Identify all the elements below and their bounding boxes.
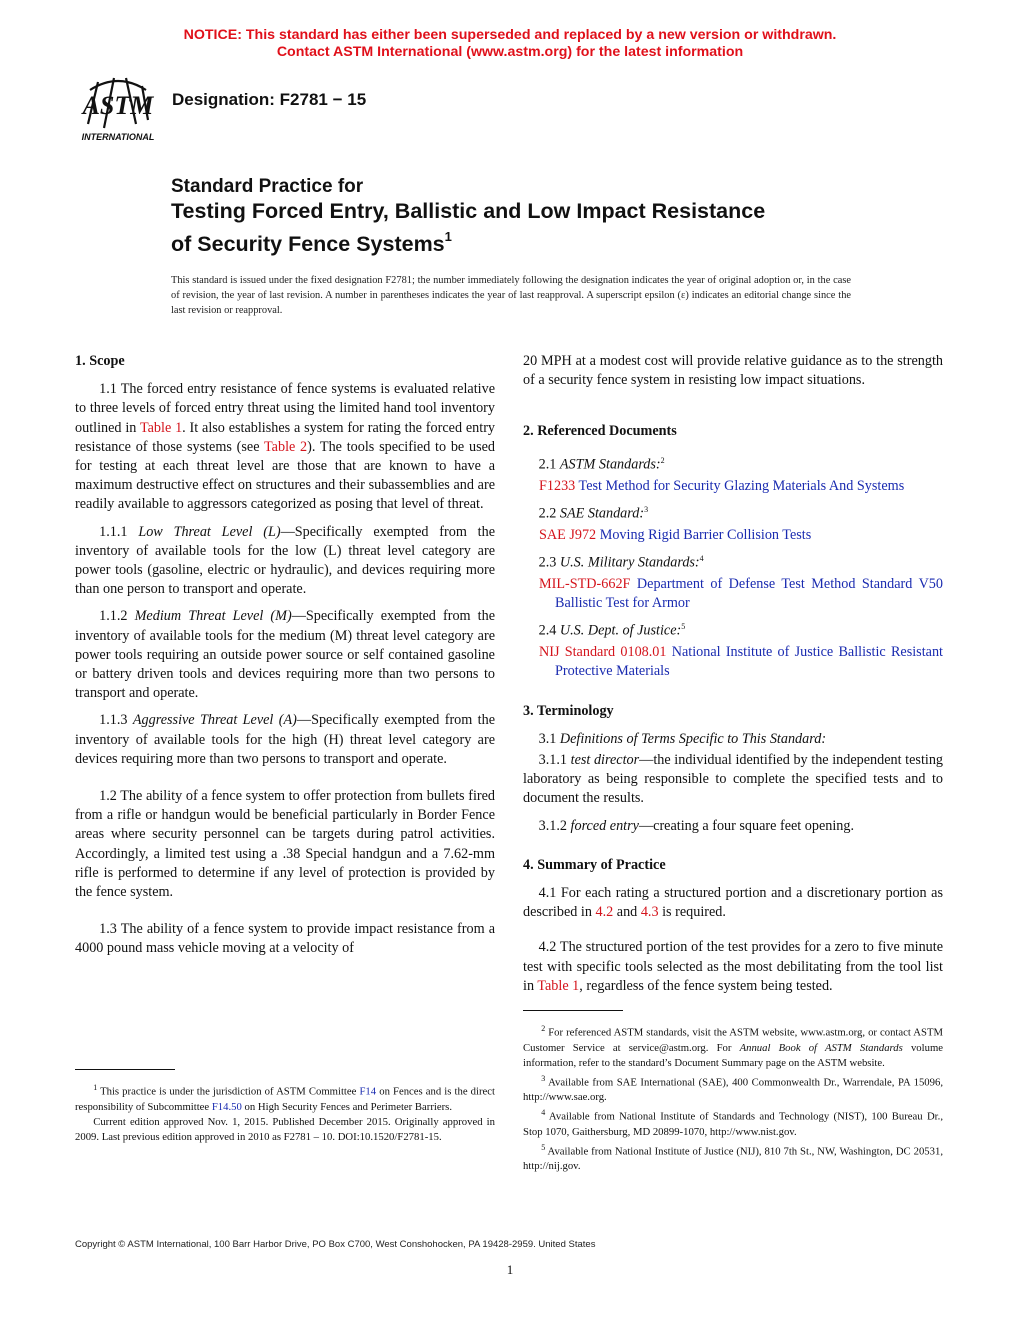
reference-sae-j972	[523, 526, 943, 545]
section-3-1: 3.1 Definitions of Terms Specific to This Standard:	[538, 730, 827, 747]
terminology-heading: 3. Terminology	[523, 702, 614, 719]
table-1-link[interactable]: Table 1	[139, 419, 183, 436]
summary-heading: 4. Summary of Practice	[523, 856, 666, 873]
committee-f14-link[interactable]: F14	[359, 1085, 377, 1098]
notice-line-2: Contact ASTM International (www.astm.org) for the latest information	[276, 44, 744, 60]
section-1-1-3: 1.1.3 Aggressive Threat Level (A)—Specifically exempted from the inventory of available tools for the high (H) threat level category are devices requiring more than two persons to transport and operate.	[75, 712, 495, 767]
section-3-1-1: 3.1.1 test director—the individual identified by the independent testing laboratory as being responsible to complete the specified tests and to document the results.	[523, 751, 944, 807]
referenced-documents-heading: 2. Referenced Documents	[523, 423, 677, 440]
reference-mil-std-662f	[523, 575, 943, 613]
footnote-4: $^4$ Available from National Institute of Standards and Technology (NIST), 100 Bureau Dr., Stop 1070, Gaithersburg, MD 20899-1070, http://www.nist.gov.	[523, 1108, 943, 1138]
ref-code-nij-0108-01[interactable]: NIJ Standard 0108.01	[539, 644, 667, 661]
title-line-2	[171, 225, 951, 258]
reference-nij-0108-01	[523, 643, 943, 681]
ref-code-mil-std-662f[interactable]: MIL-STD-662F	[539, 575, 631, 592]
title-footnote-mark: 1	[444, 229, 452, 244]
footnote-3: $^3$ Available from SAE International (SAE), 400 Commonwealth Dr., Warrendale, PA 15096, http://www.sae.org.	[523, 1073, 943, 1104]
issuance-statement: This standard is issued under the fixed designation F2781; the number immediately following the designation indicates the year of original adoption or, in the case of revision, the year of last revision. A number in parentheses indicates the year of last reapproval. A superscript epsilon (ε) indicates an editorial change since the last revision or reapproval.	[171, 275, 851, 316]
section-4-3-link[interactable]: 4.3	[640, 904, 659, 921]
footnote-5: $^5$ Available from National Institute of Justice (NIJ), 810 7th St., NW, Washington, DC 20531, http://nij.gov.	[523, 1142, 943, 1173]
section-1-3-continued: 20 MPH at a modest cost will provide relative guidance as to the strength of a security fence system in resisting low impact situations.	[523, 353, 943, 389]
scope-heading: 1. Scope	[75, 353, 125, 369]
page-number: 1	[506, 1262, 514, 1277]
section-1-3: 1.3 The ability of a fence system to provide impact resistance from a 4000 pound mass vehicle moving at a velocity of	[75, 921, 495, 957]
section-1-1-1: 1.1.1 Low Threat Level (L)—Specifically exempted from the inventory of available tools for the low (L) threat level category are power tools (gasoline, electric or hydraulic), and devices requiring more than one person to transport and operate.	[75, 523, 495, 598]
ref-title-f1233[interactable]: Test Method for Security Glazing Materials And Systems	[575, 477, 905, 494]
ref-code-sae-j972[interactable]: SAE J972	[539, 526, 597, 543]
section-3-1-2: 3.1.2 forced entry—creating a four square feet opening.	[538, 817, 855, 834]
right-footnotes	[523, 1010, 943, 1174]
section-2-1: 2.1 ASTM Standards:$^2$	[538, 455, 665, 473]
edition-note: Current edition approved Nov. 1, 2015. Published December 2015. Originally approved in 2009. Last previous edition approved in 2010 as F2781 – 10. DOI:10.1520/F2781-15.	[75, 1115, 495, 1143]
astm-logo	[76, 72, 160, 144]
withdrawal-notice	[0, 27, 1020, 61]
ref-code-f1233[interactable]: F1233	[539, 477, 576, 494]
title-line-2-text: of Security Fence Systems	[171, 232, 445, 257]
left-footnotes	[75, 1069, 495, 1145]
left-column	[75, 352, 495, 967]
section-1-1: 1.1 The forced entry resistance of fence systems is evaluated relative to three levels of forced entry threat using the limited hand tool inventory outlined in Table 1. It also establishes a system for rating the forced entry resistance of those systems (see Table 2). The tools specified to be used for testing at each threat level are those that are known to have a maximum destructive effect on structures and their subassemblies and are readily available to aggressors categorized as posing that level of threat.	[75, 381, 496, 513]
table-2-link[interactable]: Table 2	[264, 438, 308, 455]
document-title	[171, 175, 951, 258]
footnote-divider-left	[75, 1069, 175, 1070]
section-1-1-2: 1.1.2 Medium Threat Level (M)—Specifically exempted from the inventory of available tools for the medium (M) threat level category are power tools requiring an outside power source or self contained gasoline or battery driven tools and devices requiring more than two persons to transport and operate.	[75, 608, 496, 702]
section-2-4: 2.4 U.S. Dept. of Justice:$^5$	[538, 622, 686, 639]
footnote-1: $^1$ This practice is under the jurisdiction of ASTM Committee F14 on Fences and is the direct responsibility of Subcommittee F14.50 on High Security Fences and Perimeter Barriers.	[75, 1083, 496, 1113]
section-1-2: 1.2 The ability of a fence system to offer protection from bullets fired from a rifle or handgun would be beneficial particularly in Border Fence areas where security personnel can be targets during patrol activities. Accordingly, a limited test using a .38 Special handgun and a 7.62-mm rifle is performed to determine if any level of protection is provided by the fence system.	[75, 788, 495, 901]
footnote-2: $^2$ For referenced ASTM standards, visit the ASTM website, www.astm.org, or contact ASTM Customer Service at service@astm.org. For Annual Book of ASTM Standards volume information, refer to the standard’s Document Summary page on the ASTM website.	[523, 1024, 944, 1069]
designation: Designation: F2781 − 15	[172, 90, 367, 109]
section-2-2: 2.2 SAE Standard:$^3$	[538, 504, 649, 522]
ref-title-sae-j972[interactable]: Moving Rigid Barrier Collision Tests	[596, 526, 812, 543]
logo-mark-text: ASTM	[82, 91, 154, 120]
table-1-link-2[interactable]: Table 1	[537, 977, 580, 994]
title-prefix: Standard Practice for	[171, 176, 364, 197]
logo-subtitle: INTERNATIONAL	[81, 132, 155, 142]
notice-line-1: NOTICE: This standard has either been superseded and replaced by a new version or withdrawn.	[183, 27, 837, 43]
ref-title-mil-std-662f[interactable]: Department of Defense Test Method Standard V50 Ballistic Test for Armor	[555, 575, 943, 612]
footnote-divider-right	[523, 1010, 623, 1011]
section-2-3: 2.3 U.S. Military Standards:$^4$	[538, 553, 704, 571]
subcommittee-f14-50-link[interactable]: F14.50	[211, 1100, 242, 1113]
copyright-line: Copyright © ASTM International, 100 Barr Harbor Drive, PO Box C700, West Conshohocken, PA 19428-2959. United States	[75, 1239, 596, 1250]
ref-title-nij-0108-01[interactable]: National Institute of Justice Ballistic Resistant Protective Materials	[555, 644, 943, 680]
section-4-2-link[interactable]: 4.2	[595, 904, 614, 921]
title-line-1: Testing Forced Entry, Ballistic and Low Impact Resistance	[171, 199, 766, 223]
right-column	[523, 352, 943, 1004]
reference-f1233	[523, 477, 943, 496]
section-4-1: 4.1 For each rating a structured portion and a discretionary portion as described in 4.2 and 4.3 is required.	[523, 885, 943, 921]
section-4-2: 4.2 The structured portion of the test provides for a zero to five minute test with specific tools selected as the most debilitating from the tool list in Table 1, regardless of the fence system being tested.	[523, 939, 943, 994]
